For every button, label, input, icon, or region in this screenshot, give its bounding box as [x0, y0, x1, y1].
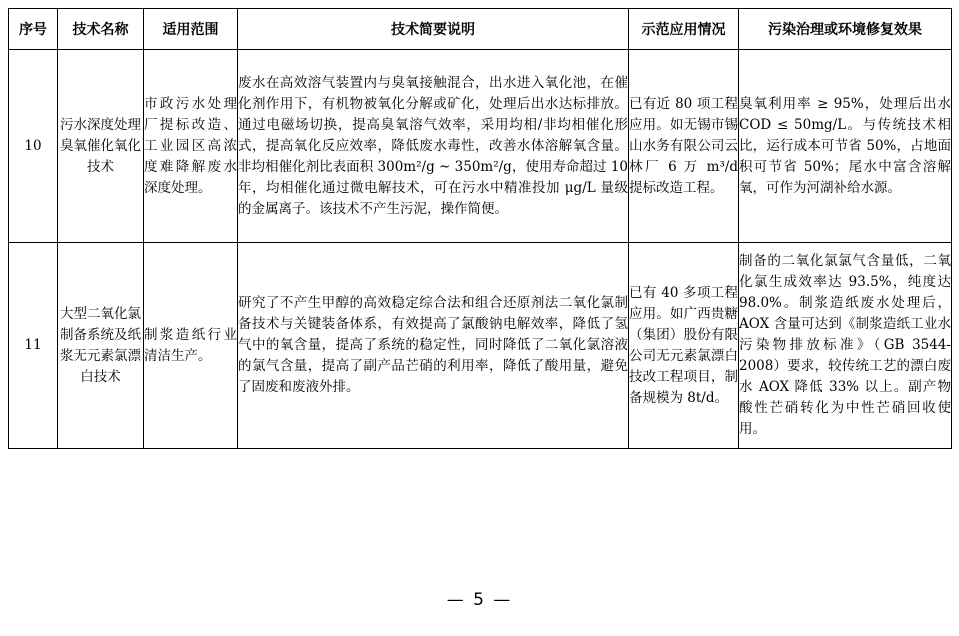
- cell-description: 研究了不产生甲醇的高效稳定综合法和组合还原剂法二氧化氯制备技术与关键装备体系，有效提高了氯酸钠电解效率，降低了氢气中的氧含量，提高了系统的稳定性，同时降低了二氧化氯溶液的氯气含量，提高了副产品芒硝的利用率，降低了酸用量，避免了固废和废液外排。: [238, 243, 629, 449]
- cell-description: 废水在高效溶气装置内与臭氧接触混合，出水进入氧化池，在催化剂作用下，有机物被氧化分解或矿化，处理后出水达标排放。通过电磁场切换，提高臭氧溶气效率，采用均相/非均相催化形式，提高氧化反应效率，降低废水毒性，改善水体溶解氧含量。非均相催化剂比表面积 300m²/g ~ 350m²/g，使用寿命超过 10 年，均相催化通过微电解技术，可在污水中精准投加 μg/L 量级的金属离子。该技术不产生污泥，操作简便。: [238, 50, 629, 243]
- cell-scope: 制浆造纸行业清洁生产。: [144, 243, 238, 449]
- cell-demo-application: 已有 40 多项工程应用。如广西贵糖（集团）股份有限公司无元素氯漂白技改工程项目，制备规模为 8t/d。: [629, 243, 739, 449]
- header-scope: 适用范围: [144, 9, 238, 50]
- header-description: 技术简要说明: [238, 9, 629, 50]
- header-tech-name: 技术名称: [58, 9, 144, 50]
- table-row: [9, 243, 952, 449]
- cell-effect: 臭氧利用率 ≥ 95%，处理后出水 COD ≤ 50mg/L。与传统技术相比，运行成本可节省 50%，占地面积可节省 50%；尾水中富含溶解氧，可作为河湖补给水源。: [739, 50, 952, 243]
- header-serial-no: 序号: [9, 9, 58, 50]
- technology-table: [8, 8, 952, 449]
- cell-scope: 市政污水处理厂提标改造、工业园区高浓度难降解废水深度处理。: [144, 50, 238, 243]
- cell-demo-application: 已有近 80 项工程应用。如无锡市锡山水务有限公司云林厂 6 万 m³/d 提标改造工程。: [629, 50, 739, 243]
- cell-serial-no: 10: [9, 50, 58, 243]
- table-row: [9, 50, 952, 243]
- cell-serial-no: 11: [9, 243, 58, 449]
- page-number: — 5 —: [446, 590, 513, 610]
- header-effect: 污染治理或环境修复效果: [739, 9, 952, 50]
- cell-tech-name: 污水深度处理臭氧催化氧化技术: [58, 50, 144, 243]
- header-demo-application: 示范应用情况: [629, 9, 739, 50]
- cell-effect: 制备的二氧化氯氯气含量低，二氧化氯生成效率达 93.5%，纯度达 98.0%。制浆造纸废水处理后，AOX 含量可达到《制浆造纸工业水污染物排放标准》（GB 3544-2008）要求，较传统工艺的漂白废水 AOX 降低 33% 以上。副产物酸性芒硝转化为中性芒硝回收使用。: [739, 243, 952, 449]
- table-header-row: [9, 9, 952, 50]
- cell-tech-name: 大型二氧化氯制备系统及纸浆无元素氯漂白技术: [58, 243, 144, 449]
